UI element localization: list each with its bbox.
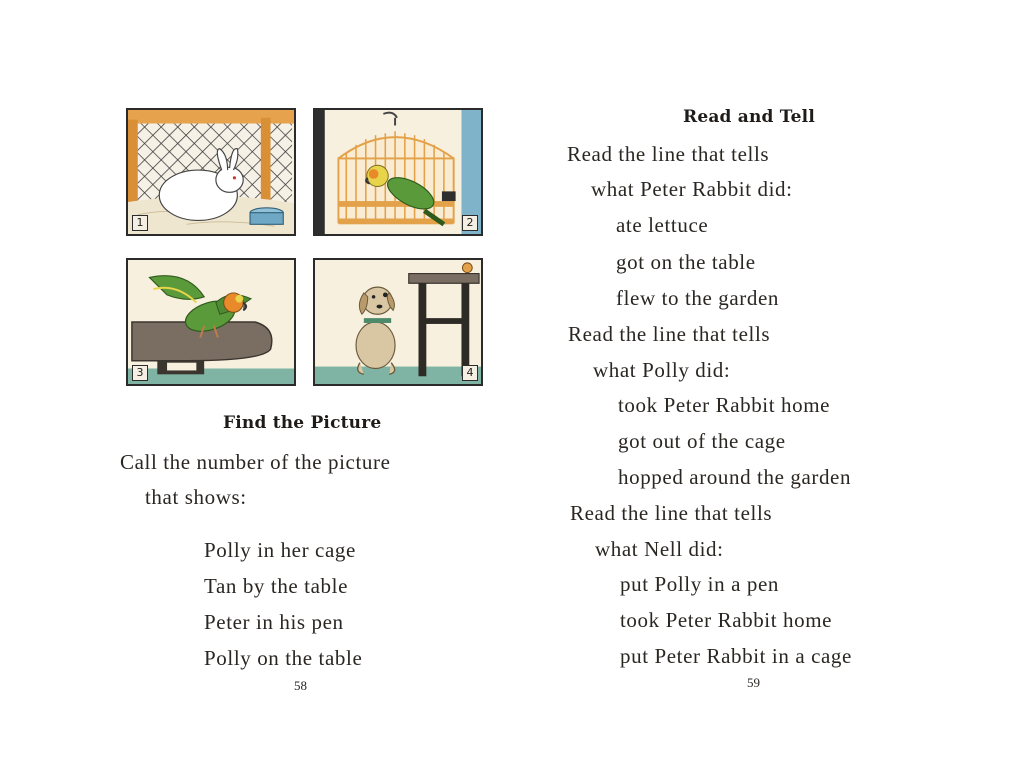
picture-3-parrot-on-table — [126, 258, 296, 386]
read-and-tell-heading: Read and Tell — [683, 107, 815, 127]
find-item-1: Polly in her cage — [204, 538, 356, 562]
section-2-option-1: took Peter Rabbit home — [618, 393, 831, 417]
instruction-line-2: that shows: — [145, 485, 247, 509]
section-1-option-2: got on the table — [616, 250, 756, 274]
section-1-option-3: flew to the garden — [616, 286, 779, 310]
section-2-prompt-line-1: Read the line that tells — [568, 322, 771, 346]
find-the-picture-heading: Find the Picture — [223, 413, 382, 433]
find-item-4: Polly on the table — [204, 646, 363, 670]
section-3-option-2: took Peter Rabbit home — [620, 608, 833, 632]
picture-2-parrot-in-cage — [313, 108, 483, 236]
picture-1-rabbit-in-pen — [126, 108, 296, 236]
picture-number-3: 3 — [132, 365, 148, 381]
section-3-option-3: put Peter Rabbit in a cage — [620, 644, 852, 668]
page-number-58: 58 — [294, 678, 307, 693]
right-page — [505, 0, 1010, 777]
section-1-prompt-line-2: what Peter Rabbit did: — [591, 177, 793, 201]
section-2-prompt-line-2: what Polly did: — [593, 358, 731, 382]
page-number-59: 59 — [747, 675, 760, 690]
picture-number-1: 1 — [132, 215, 148, 231]
section-2-option-2: got out of the cage — [618, 429, 786, 453]
section-1-option-1: ate lettuce — [616, 213, 709, 237]
picture-number-2: 2 — [462, 215, 478, 231]
find-item-2: Tan by the table — [204, 574, 348, 598]
section-2-option-3: hopped around the garden — [618, 465, 852, 489]
section-3-prompt-line-1: Read the line that tells — [570, 501, 773, 525]
find-item-3: Peter in his pen — [204, 610, 344, 634]
section-1-prompt-line-1: Read the line that tells — [567, 142, 770, 166]
instruction-line-1: Call the number of the picture — [120, 450, 391, 474]
section-3-option-1: put Polly in a pen — [620, 572, 779, 596]
picture-4-dog-by-table — [313, 258, 483, 386]
section-3-prompt-line-2: what Nell did: — [595, 537, 724, 561]
picture-number-4: 4 — [462, 365, 478, 381]
